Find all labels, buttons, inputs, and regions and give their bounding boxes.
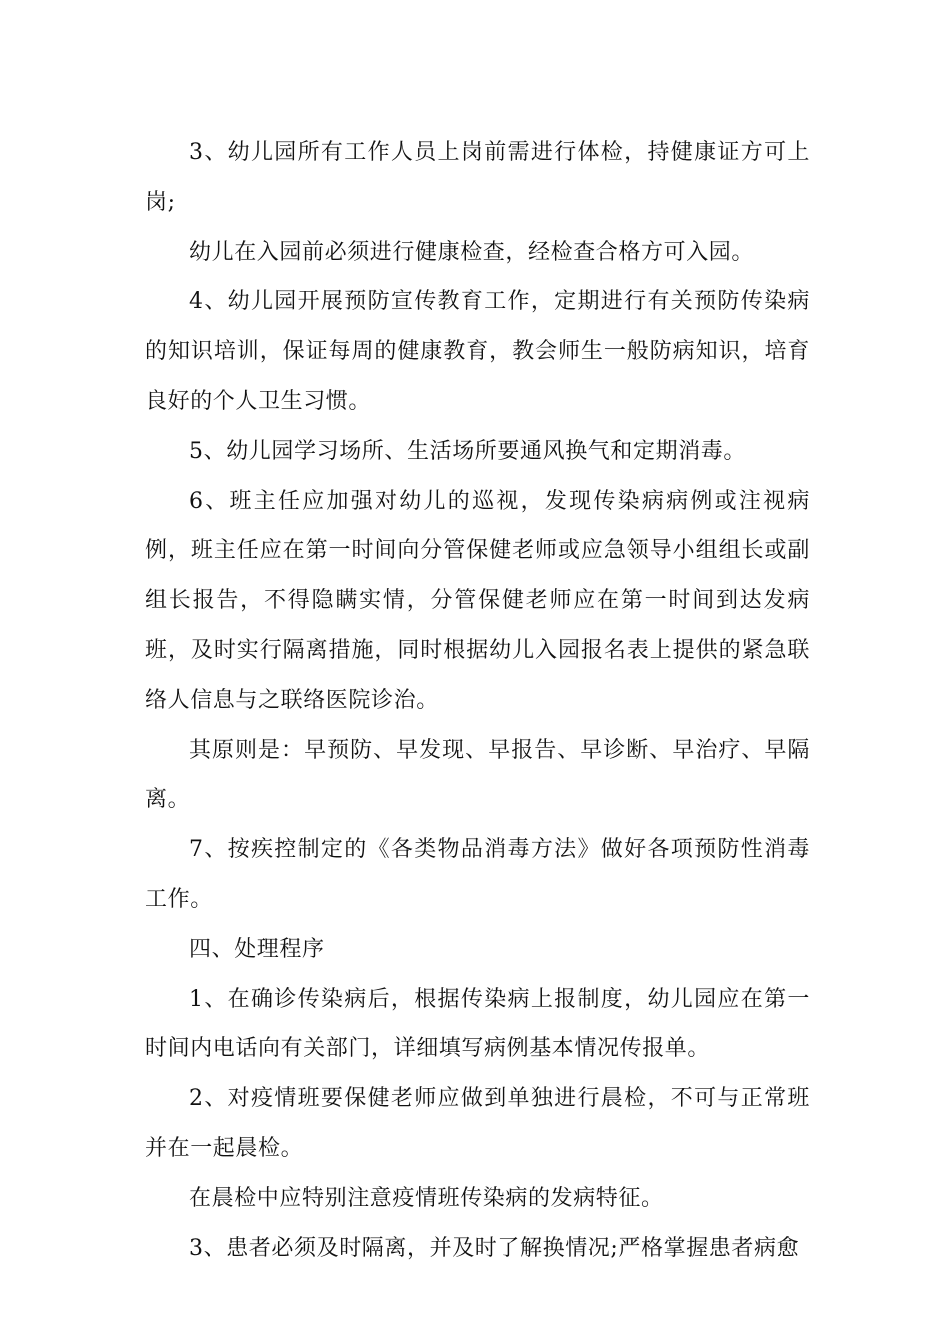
body-text <box>145 128 810 1273</box>
section-heading: 四、处理程序 <box>189 936 325 962</box>
paragraph-6: 其原则是：早预防、早发现、早报告、早诊断、早治疗、早隔离。 <box>145 737 810 813</box>
paragraph-5: 6、班主任应加强对幼儿的巡视，发现传染病病例或注视病例，班主任应在第一时间向分管保健老师或应急领导小组组长或副组长报告，不得隐瞒实情，分管保健老师应在第一时间到达发病班，及时实行隔离措施，同时根据幼儿入园报名表上提供的紧急联络人信息与之联络医院诊治。 <box>145 488 810 713</box>
paragraph-10: 在晨检中应特别注意疫情班传染病的发病特征。 <box>189 1185 664 1211</box>
paragraph-3: 4、幼儿园开展预防宣传教育工作，定期进行有关预防传染病的知识培训，保证每周的健康教育，教会师生一般防病知识，培育良好的个人卫生习惯。 <box>145 289 810 414</box>
paragraph-1: 3、幼儿园所有工作人员上岗前需进行体检，持健康证方可上岗; <box>145 140 810 215</box>
paragraph-2: 幼儿在入园前必须进行健康检查，经检查合格方可入园。 <box>189 239 755 265</box>
paragraph-11: 3、患者必须及时隔离，并及时了解换情况;严格掌握患者病愈 <box>189 1235 800 1261</box>
paragraph-7: 7、按疾控制定的《各类物品消毒方法》做好各项预防性消毒工作。 <box>145 837 810 912</box>
paragraph-8: 1、在确诊传染病后，根据传染病上报制度，幼儿园应在第一时间内电话向有关部门，详细填写病例基本情况传报单。 <box>145 986 810 1062</box>
paragraph-9: 2、对疫情班要保健老师应做到单独进行晨检，不可与正常班并在一起晨检。 <box>145 1086 810 1161</box>
paragraph-4: 5、幼儿园学习场所、生活场所要通风换气和定期消毒。 <box>189 438 746 464</box>
